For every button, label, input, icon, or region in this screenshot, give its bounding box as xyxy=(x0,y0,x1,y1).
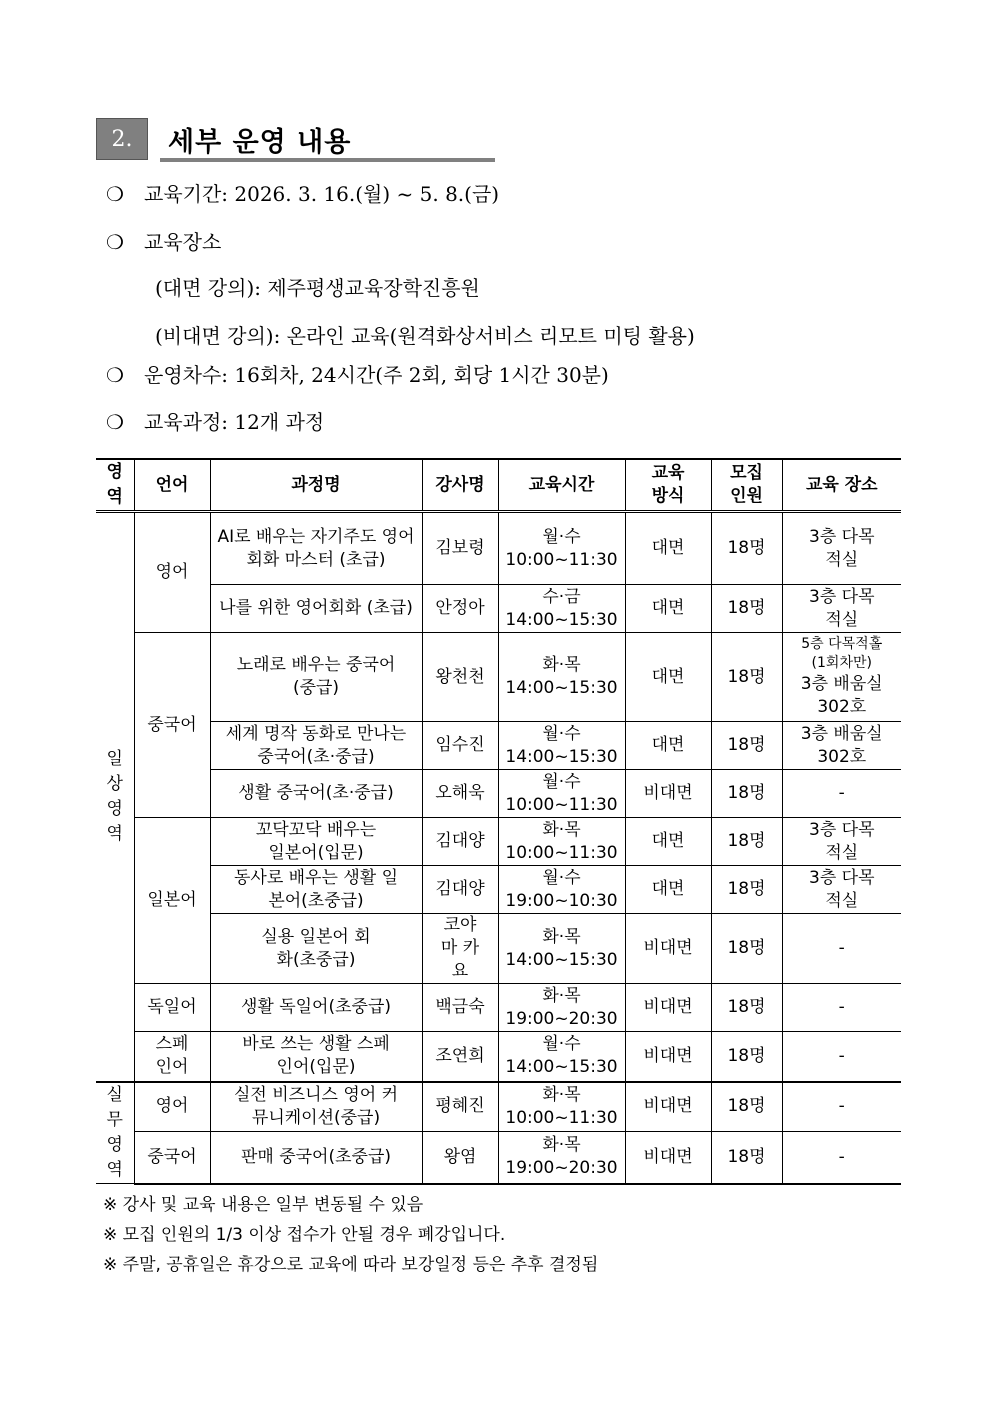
instructor-name: 임수진 xyxy=(422,722,498,770)
class-method: 비대면 xyxy=(625,770,711,818)
course-name: 생활 중국어(초·중급) xyxy=(210,770,422,818)
class-place: - xyxy=(782,770,901,818)
table-row xyxy=(96,770,901,818)
class-time: 월·수 10:00~11:30 xyxy=(498,512,625,585)
language-spanish: 스페 인어 xyxy=(134,1032,210,1082)
header-instructor: 강사명 xyxy=(422,459,498,512)
header-capacity: 모집 인원 xyxy=(711,459,782,512)
venue-offline: (대면 강의): 제주평생교육장학진흥원 xyxy=(155,276,480,300)
bullet-marker: ❍ xyxy=(106,410,124,434)
bullet-venue xyxy=(106,226,221,255)
class-capacity: 18명 xyxy=(711,914,782,984)
class-time: 화·목 10:00~11:30 xyxy=(498,1082,625,1132)
table-header-row xyxy=(96,459,901,512)
instructor-name: 김대양 xyxy=(422,866,498,914)
note-3: ※ 주말, 공휴일은 휴강으로 교육에 따라 보강일정 등은 추후 결정됨 xyxy=(103,1255,599,1275)
section-underline xyxy=(160,158,495,162)
bullet-venue-text: 교육장소 xyxy=(144,230,222,254)
class-time: 화·목 14:00~15:30 xyxy=(498,633,625,722)
header-course: 과정명 xyxy=(210,459,422,512)
bullet-sessions-text: 운영차수: 16회차, 24시간(주 2회, 회당 1시간 30분) xyxy=(144,363,609,387)
venue-online: (비대면 강의): 온라인 교육(원격화상서비스 리모트 미팅 활용) xyxy=(155,324,695,348)
class-place: 3층 다목적실 xyxy=(782,866,901,914)
class-place: 3층 다목적실 xyxy=(782,818,901,866)
instructor-name: 왕천천 xyxy=(422,633,498,722)
language-german: 독일어 xyxy=(134,984,210,1032)
header-area: 영역 xyxy=(96,459,134,512)
language-japanese: 일본어 xyxy=(134,818,210,984)
class-capacity: 18명 xyxy=(711,512,782,585)
class-time: 화·목 14:00~15:30 xyxy=(498,914,625,984)
class-time: 화·목 19:00~20:30 xyxy=(498,1132,625,1184)
language-chinese: 중국어 xyxy=(134,1132,210,1184)
instructor-name: 오해욱 xyxy=(422,770,498,818)
table-row xyxy=(96,512,901,585)
class-capacity: 18명 xyxy=(711,722,782,770)
course-name: AI로 배우는 자기주도 영어회화 마스터 (초급) xyxy=(210,512,422,585)
class-time: 월·수 19:00~10:30 xyxy=(498,866,625,914)
bullet-sessions xyxy=(106,359,609,388)
class-method: 대면 xyxy=(625,585,711,633)
bullet-courses xyxy=(106,406,324,435)
area-practical: 실무영역 xyxy=(96,1082,134,1184)
class-time: 수·금 14:00~15:30 xyxy=(498,585,625,633)
class-place: 3층 배움실 302호 xyxy=(782,722,901,770)
class-capacity: 18명 xyxy=(711,1082,782,1132)
course-name: 판매 중국어(초중급) xyxy=(210,1132,422,1184)
table-row xyxy=(96,914,901,984)
instructor-name: 안정아 xyxy=(422,585,498,633)
section-title: 세부 운영 내용 xyxy=(168,127,352,158)
instructor-name: 코야마 카요 xyxy=(422,914,498,984)
course-name: 실용 일본어 회화(초중급) xyxy=(210,914,422,984)
class-capacity: 18명 xyxy=(711,633,782,722)
class-place: 3층 다목적실 xyxy=(782,585,901,633)
class-method: 대면 xyxy=(625,722,711,770)
class-capacity: 18명 xyxy=(711,984,782,1032)
table-row xyxy=(96,866,901,914)
instructor-name: 김보령 xyxy=(422,512,498,585)
instructor-name: 조연희 xyxy=(422,1032,498,1082)
class-method: 대면 xyxy=(625,818,711,866)
bullet-marker: ❍ xyxy=(106,363,124,387)
class-place: 5층 다목적홀 (1회차만) 3층 배움실 302호 xyxy=(782,633,901,722)
class-capacity: 18명 xyxy=(711,866,782,914)
class-method: 비대면 xyxy=(625,914,711,984)
class-place: - xyxy=(782,1032,901,1082)
course-name: 생활 독일어(초중급) xyxy=(210,984,422,1032)
class-time: 화·목 19:00~20:30 xyxy=(498,984,625,1032)
header-place: 교육 장소 xyxy=(782,459,901,512)
table-row xyxy=(96,585,901,633)
table-row xyxy=(96,1082,901,1132)
bullet-marker: ❍ xyxy=(106,230,124,254)
class-place: 3층 다목적실 xyxy=(782,512,901,585)
table-row xyxy=(96,1132,901,1184)
instructor-name: 평혜진 xyxy=(422,1082,498,1132)
class-time: 화·목 10:00~11:30 xyxy=(498,818,625,866)
note-2: ※ 모집 인원의 1/3 이상 접수가 안될 경우 폐강입니다. xyxy=(103,1225,506,1245)
table-row xyxy=(96,818,901,866)
class-capacity: 18명 xyxy=(711,1032,782,1082)
class-method: 비대면 xyxy=(625,984,711,1032)
language-english: 영어 xyxy=(134,512,210,633)
class-time: 월·수 14:00~15:30 xyxy=(498,722,625,770)
instructor-name: 백금숙 xyxy=(422,984,498,1032)
section-header xyxy=(96,118,496,160)
class-method: 비대면 xyxy=(625,1082,711,1132)
class-capacity: 18명 xyxy=(711,770,782,818)
course-table xyxy=(96,458,901,1185)
class-place: - xyxy=(782,984,901,1032)
instructor-name: 김대양 xyxy=(422,818,498,866)
language-english: 영어 xyxy=(134,1082,210,1132)
class-method: 비대면 xyxy=(625,1032,711,1082)
course-name: 꼬닥꼬닥 배우는 일본어(입문) xyxy=(210,818,422,866)
table-row xyxy=(96,984,901,1032)
bullet-period xyxy=(106,178,499,207)
instructor-name: 왕염 xyxy=(422,1132,498,1184)
course-name: 세계 명작 동화로 만나는 중국어(초·중급) xyxy=(210,722,422,770)
table-row xyxy=(96,722,901,770)
course-name: 동사로 배우는 생활 일본어(초중급) xyxy=(210,866,422,914)
area-daily: 일상영역 xyxy=(96,512,134,1082)
course-name: 바로 쓰는 생활 스페인어(입문) xyxy=(210,1032,422,1082)
bullet-period-text: 교육기간: 2026. 3. 16.(월) ~ 5. 8.(금) xyxy=(144,182,500,206)
class-method: 대면 xyxy=(625,866,711,914)
table-row xyxy=(96,1032,901,1082)
class-capacity: 18명 xyxy=(711,585,782,633)
table-row xyxy=(96,633,901,722)
class-time: 월·수 10:00~11:30 xyxy=(498,770,625,818)
class-place: - xyxy=(782,914,901,984)
class-method: 대면 xyxy=(625,512,711,585)
course-name: 실전 비즈니스 영어 커뮤니케이션(중급) xyxy=(210,1082,422,1132)
class-method: 대면 xyxy=(625,633,711,722)
section-number: 2. xyxy=(96,118,148,160)
note-1: ※ 강사 및 교육 내용은 일부 변동될 수 있음 xyxy=(103,1195,424,1215)
bullet-courses-text: 교육과정: 12개 과정 xyxy=(144,410,325,434)
class-capacity: 18명 xyxy=(711,1132,782,1184)
header-method: 교육 방식 xyxy=(625,459,711,512)
language-chinese: 중국어 xyxy=(134,633,210,818)
class-time: 월·수 14:00~15:30 xyxy=(498,1032,625,1082)
class-capacity: 18명 xyxy=(711,818,782,866)
class-method: 비대면 xyxy=(625,1132,711,1184)
course-name: 노래로 배우는 중국어 (중급) xyxy=(210,633,422,722)
header-time: 교육시간 xyxy=(498,459,625,512)
header-language: 언어 xyxy=(134,459,210,512)
class-place: - xyxy=(782,1082,901,1132)
course-name: 나를 위한 영어회화 (초급) xyxy=(210,585,422,633)
class-place: - xyxy=(782,1132,901,1184)
bullet-marker: ❍ xyxy=(106,182,124,206)
